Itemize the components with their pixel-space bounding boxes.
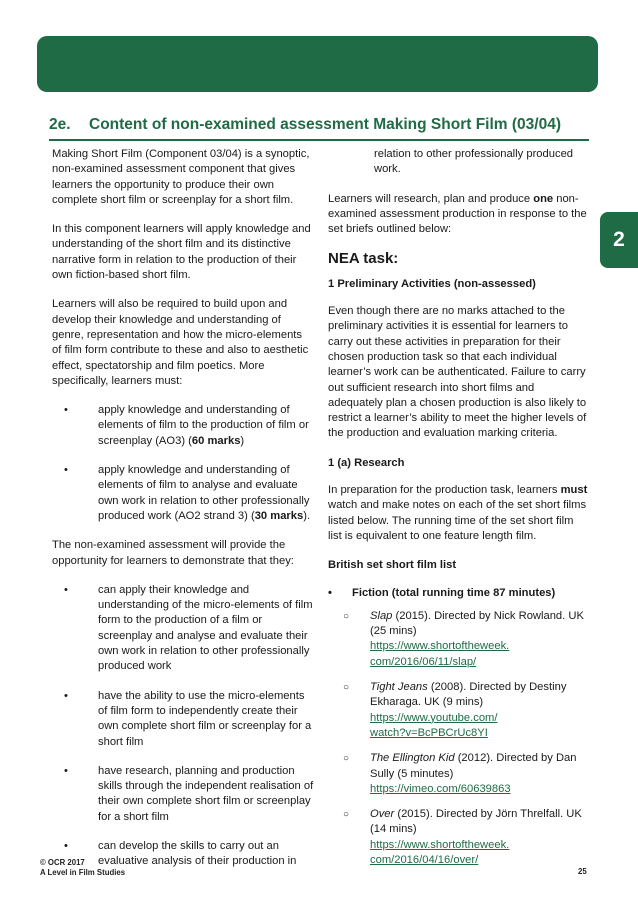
- film-url-line-1: https://www.shortoftheweek.: [370, 838, 510, 851]
- bullet-icon: •: [328, 586, 332, 599]
- bullet-icon: •: [64, 583, 68, 596]
- film-title: The Ellington Kid: [370, 752, 455, 765]
- produce-emphasis: one: [533, 192, 554, 205]
- research-emphasis: must: [560, 484, 588, 497]
- film-details: (2015). Directed by Nick Rowland. UK (25 mins): [370, 609, 584, 638]
- british-list-heading: British set short film list: [328, 559, 457, 572]
- list-item-end: ).: [303, 509, 311, 522]
- film-item: [328, 807, 590, 868]
- preliminary-heading: 1 Preliminary Activities (non-assessed): [328, 277, 536, 290]
- section-title-text: Content of non-examined assessment Making Short Film (03/04): [89, 116, 561, 133]
- research-paragraph: [328, 483, 590, 544]
- list-item-text: apply knowledge and understanding of elements of film to analyse and evaluate own work in relation to other professionally produced work (AO2 strand 3) (: [98, 464, 310, 522]
- list-item: [52, 583, 314, 675]
- list-item: [52, 764, 314, 825]
- must-list: [52, 403, 314, 524]
- opportunity-paragraph: The non-examined assessment will provide the opportunity for learners to demonstrate that they:: [52, 539, 294, 567]
- fiction-category: [328, 586, 590, 601]
- demonstrate-list: [52, 583, 314, 870]
- copyright-text: © OCR 2017: [40, 858, 85, 867]
- circle-bullet-icon: ○: [343, 753, 350, 765]
- right-column: [328, 147, 590, 878]
- list-item-text: can apply their knowledge and understanding of the micro-elements of film form to the production of a film or screenplay and analyse and evaluate their own work in relation to other professionally produced work: [98, 583, 313, 673]
- section-tab[interactable]: [600, 212, 638, 268]
- circle-bullet-icon: ○: [343, 682, 350, 694]
- left-column: [52, 147, 314, 884]
- film-details: (2012). Directed by Dan Sully (5 minutes): [370, 752, 577, 780]
- film-item: [328, 751, 590, 797]
- footer: [40, 858, 125, 877]
- film-url-line-2: com/2016/04/16/over/: [370, 853, 479, 866]
- film-details: (2008). Directed by Destiny Ekharaga. UK (9 mins): [370, 681, 567, 709]
- film-url-line-1: https://www.youtube.com/: [370, 711, 498, 724]
- film-link[interactable]: [370, 838, 590, 869]
- marks-label: 60 marks: [191, 434, 241, 447]
- film-link[interactable]: [370, 639, 590, 670]
- film-link[interactable]: [370, 782, 590, 797]
- list-item-text: have the ability to use the micro-elements of film form to independently create their own complete short film or screenplay for a short film: [98, 689, 312, 748]
- section-tab-label: 2: [613, 228, 625, 251]
- research-text-end: watch and make notes on each of the set short films listed below. The running time of the set short film list is equivalent to one feature length film.: [328, 499, 587, 542]
- marks-label: 30 marks: [254, 509, 304, 522]
- film-title: Over: [370, 808, 395, 821]
- section-number: 2e.: [49, 116, 71, 133]
- bullet-icon: •: [64, 404, 68, 417]
- film-item: [328, 680, 590, 741]
- research-text-start: In preparation for the production task, learners: [328, 484, 561, 497]
- component-paragraph: In this component learners will apply knowledge and understanding of the short film and its distinctive narrative form in relation to the production of their own fiction-based short film.: [52, 223, 311, 282]
- intro-paragraph: Making Short Film (Component 03/04) is a synoptic, non-examined assessment component that gives learners the opportunity to produce their own complete short film or screenplay for a short film.: [52, 148, 310, 206]
- circle-bullet-icon: ○: [343, 610, 350, 622]
- research-heading: 1 (a) Research: [328, 456, 405, 469]
- film-details: (2015). Directed by Jörn Threlfall. UK (14 mins): [370, 808, 582, 836]
- fiction-label: Fiction (total running time 87 minutes): [352, 586, 556, 599]
- page-number: 25: [578, 867, 587, 876]
- film-url-line-2: com/2016/06/11/slap/: [370, 655, 477, 668]
- film-title: Tight Jeans: [370, 681, 428, 694]
- produce-text-end: non-examined assessment production in response to the set briefs outlined below:: [328, 192, 587, 236]
- list-item-text: apply knowledge and understanding of elements of film to the production of film or screenplay (AO3) (: [98, 404, 309, 447]
- list-item: [52, 689, 314, 750]
- list-item-text: have research, planning and production skills through the independent realisation of their own complete short film or screenplay for a short film: [98, 764, 314, 823]
- bullet-icon: •: [64, 689, 68, 702]
- film-url-line-2: watch?v=BcPBCrUc8YI: [370, 726, 488, 739]
- film-title: Slap: [370, 609, 393, 622]
- list-item-end: ): [240, 434, 245, 447]
- film-url-line-1: https://www.shortoftheweek.: [370, 640, 510, 653]
- list-item: [52, 403, 314, 449]
- footer-subtitle: A Level in Film Studies: [40, 867, 126, 877]
- produce-paragraph: [328, 192, 590, 238]
- requirements-paragraph: Learners will also be required to build upon and develop their knowledge and understanding of genre, representation and how the micro-elements of film form contribute to these and also to aesthetic effect, spectatorship and film poetics. More specifically, learners must:: [52, 298, 309, 387]
- film-url-line-1: https://vimeo.com/60639863: [370, 782, 511, 795]
- title-rule: [49, 139, 589, 141]
- list-item-text: can develop the skills to carry out an evaluative analysis of their production in: [98, 839, 297, 868]
- circle-bullet-icon: ○: [343, 809, 350, 821]
- header-banner: [37, 36, 598, 92]
- film-item: [328, 609, 590, 670]
- bullet-icon: •: [64, 764, 68, 777]
- preliminary-paragraph: Even though there are no marks attached to the preliminary activities it is essential for learners to carry out these activities in preparation for their chosen production task so that each individual learner’s work can be authenticated. Failure to carry out sufficient research into short films and adequately plan a chosen production is also likely to restrict a learner’s ability to meet the higher levels of the production and evaluation marking criteria.: [328, 305, 587, 440]
- continued-bullet-text: relation to other professionally produced work.: [374, 148, 574, 176]
- film-list: [328, 609, 590, 868]
- produce-text-start: Learners will research, plan and produce: [328, 192, 534, 205]
- section-title: [49, 116, 589, 134]
- bullet-icon: •: [64, 839, 68, 852]
- list-item: [52, 463, 314, 524]
- film-link[interactable]: [370, 711, 590, 742]
- nea-task-heading: NEA task:: [328, 250, 399, 268]
- bullet-icon: •: [64, 464, 68, 477]
